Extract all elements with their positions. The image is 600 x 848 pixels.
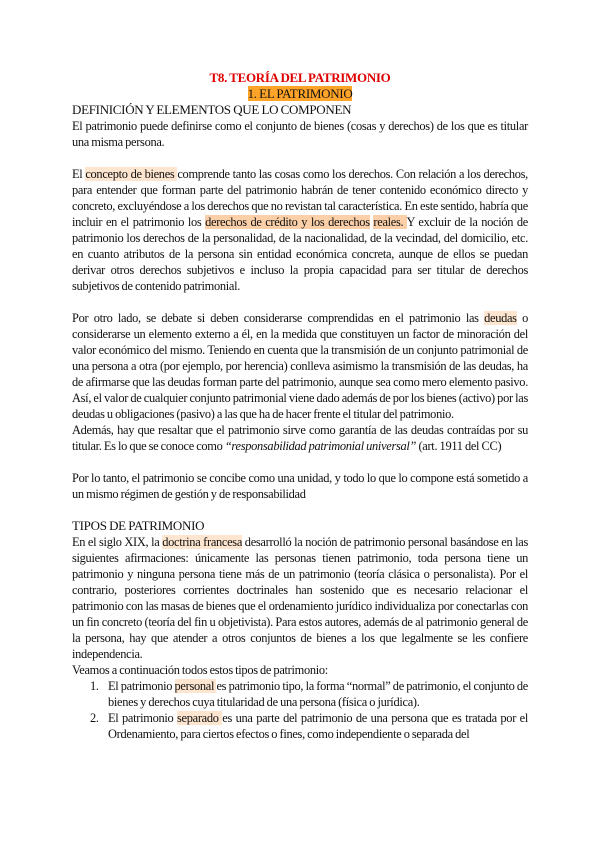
highlighted-text: separado [177, 711, 223, 725]
section-heading [72, 102, 528, 118]
text-segment: Por otro lado, se debate si deben considerarse comprendidas en el patrimonio las [72, 311, 485, 325]
section-title [72, 86, 528, 102]
text-segment: dado además de por los bienes (activo) por las deudas u obligaciones (pasivo) a las que ha de [72, 391, 528, 421]
text-segment: económica concreta, aunque de ellos se puedan derivar otros derechos subjetivos e incluso la [72, 247, 528, 277]
text-segment: en las siguientes afirmaciones: únicamente las personas tienen patrimonio, toda persona tiene [72, 535, 528, 565]
text-segment: desarrolló la noción de patrimonio personal basándose [242, 535, 499, 549]
text-segment: titular una misma persona. [72, 119, 528, 149]
text-segment: comprende tanto las cosas como los derechos. Con relación a los [177, 167, 481, 181]
text-segment: conjunto de bienes y derechos cuya titularidad de una persona (física o jurídica). [108, 679, 528, 709]
text-segment: Además, hay que resaltar que el patrimonio sirve como garantía de las deudas contraídas por [72, 423, 515, 437]
text-segment: El patrimonio [108, 711, 178, 725]
text-segment: económico directo y concreto, excluyéndose a los derechos que no revistan tal característica. [72, 183, 529, 213]
text-segment: El [72, 167, 86, 181]
line-text [108, 679, 471, 693]
line-text [72, 167, 481, 181]
list-number: 2. [90, 711, 99, 725]
text-segment: considerarse un elemento externo a él, en la medida que constituyen un factor de minoración [72, 327, 511, 341]
text-segment: patrimonial de una persona a otra (por ejemplo, por herencia) conlleva asimismo la [72, 343, 528, 373]
text-segment: nacionalidad, de la vecindad, del domicilio, etc. en cuanto atributos de la persona sin entidad [72, 231, 528, 261]
text-segment: aunque sea como mero elemento pasivo. Así, el valor de cualquier conjunto patrimonial viene [72, 375, 528, 405]
document-body [72, 102, 528, 742]
italic-text: “responsabilidad patrimonial universal” [224, 439, 417, 453]
blank-line [72, 502, 528, 518]
paragraph [72, 662, 528, 678]
text-segment: CC) [481, 439, 502, 453]
text-segment: transmisión de las deudas, ha de afirmarse que las deudas forman parte del patrimonio, [72, 359, 528, 389]
document-title: T8. TEORÍA DEL PATRIMONIO [209, 70, 391, 85]
line-text [72, 663, 328, 677]
text-segment: derechos, para entender que forman parte del patrimonio habrán de tener contenido [72, 167, 528, 197]
text-segment: sometido a un mismo régimen de gestión y de responsabilidad [72, 471, 528, 501]
list-item [72, 710, 528, 742]
text-segment: Y excluir de la noción de patrimonio los derechos de la personalidad, de la [72, 215, 528, 245]
line-text [72, 311, 528, 325]
section-title-highlight: 1. EL PATRIMONIO [247, 86, 353, 101]
document-page [72, 0, 528, 762]
text-segment: Por el contrario, posteriores corrientes doctrinales han sostenido que es necesario relacionar [72, 567, 528, 597]
list-item [72, 678, 528, 710]
blank-line [72, 150, 528, 166]
line-text [286, 407, 454, 421]
highlighted-text: doctrina francesa [162, 535, 243, 549]
line-text [72, 535, 498, 549]
text-segment: su titular. Es lo que se conoce como [72, 423, 528, 453]
text-segment: El patrimonio [108, 679, 175, 693]
paragraph [72, 118, 528, 150]
highlighted-text: derechos de crédito y los derechos [205, 215, 370, 229]
text-segment: Veamos a continuación todos estos tipos de patrimonio: [72, 663, 328, 677]
line-text [72, 119, 497, 133]
line-text [72, 423, 514, 437]
text-segment: (art. 1911 del [416, 439, 480, 453]
text-segment: del valor económico del mismo. Teniendo en cuenta que la transmisión de un conjunto [72, 327, 528, 357]
paragraph [72, 166, 528, 294]
text-segment: legalmente se les confiere independencia. [72, 631, 528, 661]
paragraph [72, 422, 528, 454]
blank-line [72, 454, 528, 470]
highlighted-text: personal [174, 679, 217, 693]
paragraph [72, 310, 528, 422]
text-segment: es una parte del patrimonio de una persona que es tratada por [222, 711, 517, 725]
highlighted-text: deudas [484, 311, 517, 325]
text-segment: el Ordenamiento, para ciertos efectos o fines, como independiente o separada del [108, 711, 528, 741]
list-number: 1. [90, 679, 99, 693]
text-segment: El patrimonio puede definirse como el conjunto de bienes (cosas y derechos) de los que es [72, 119, 498, 133]
highlighted-text: reales. [373, 215, 407, 229]
text-segment: propia capacidad para ser titular de derechos subjetivos de contenido patrimonial. [72, 263, 528, 293]
text-segment: En este sentido, habría que incluir en el patrimonio los [72, 199, 528, 229]
highlighted-text: concepto de bienes [85, 167, 178, 181]
text-segment: conectarlas con un fin concreto (teoría del fin u objetivista). Para estos autores, además de al [72, 599, 528, 629]
line-text [482, 439, 502, 453]
text-segment: Por lo tanto, el patrimonio se concibe como una unidad, y todo lo que lo compone está [72, 471, 475, 485]
text-segment: o [516, 311, 528, 325]
heading-text: DEFINICIÓN Y ELEMENTOS QUE LO COMPONEN [72, 102, 352, 117]
paragraph [72, 470, 528, 502]
line-text [72, 327, 510, 341]
text-segment: el patrimonio con las masas de bienes que el ordenamiento jurídico individualiza por [72, 583, 528, 613]
text-segment: En el siglo XIX, la [72, 535, 163, 549]
line-text [72, 471, 474, 485]
section-heading [72, 518, 528, 534]
text-segment: un patrimonio y ninguna persona tiene más de un patrimonio (teoría clásica o personalista). [72, 551, 528, 581]
blank-line [72, 294, 528, 310]
line-text [108, 711, 516, 725]
text-segment: hacer frente el titular del patrimonio. [285, 407, 454, 421]
text-segment: patrimonio general de la persona, hay que atender a otros conjuntos de bienes a los que [72, 615, 528, 645]
heading-text: TIPOS DE PATRIMONIO [72, 518, 205, 533]
paragraph [72, 534, 528, 662]
text-segment: es patrimonio tipo, la forma “normal” de patrimonio, el [216, 679, 472, 693]
